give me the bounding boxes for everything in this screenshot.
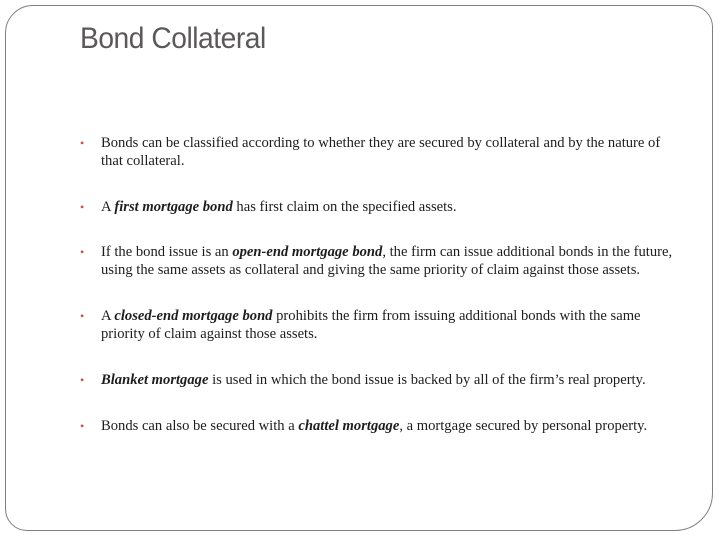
bullet-item — [80, 134, 680, 170]
bullet-item — [80, 243, 680, 279]
bullet-icon: • — [80, 373, 85, 387]
bullet-text: A — [101, 308, 115, 324]
bullet-icon: • — [80, 309, 85, 323]
bullet-icon: • — [80, 419, 85, 433]
bullet-text: If the bond issue is an — [101, 244, 233, 260]
bullet-text: is used in which the bond issue is backed by all of the firm’s real property. — [208, 372, 646, 388]
bullet-text: , the firm can issue additional bonds in the future, using the same assets as collateral and giving the same priority of claim against those assets. — [101, 244, 673, 278]
bullet-icon: • — [80, 200, 85, 214]
bullet-text: Bonds can be classified according to whether they are secured by collateral and by the nature of that collateral. — [101, 135, 661, 169]
slide-title: Bond Collateral — [80, 22, 266, 55]
bullet-item — [80, 417, 680, 435]
bullet-item — [80, 198, 680, 216]
bullet-icon: • — [80, 245, 85, 259]
bullet-text: Bonds can also be secured with a — [101, 418, 299, 434]
bullet-text: has first claim on the specified assets. — [232, 199, 457, 215]
bullet-text: prohibits the firm from issuing additional bonds with the same priority of claim against those assets. — [101, 308, 641, 342]
term-open-end-mortgage-bond: open-end mortgage bond — [232, 244, 383, 260]
term-first-mortgage-bond: first mortgage bond — [114, 199, 233, 215]
term-closed-end-mortgage-bond: closed-end mortgage bond — [114, 308, 273, 324]
bullet-item — [80, 371, 680, 389]
bullet-text: A — [101, 199, 115, 215]
bullet-text: , a mortgage secured by personal property. — [399, 418, 648, 434]
bullet-item — [80, 307, 680, 343]
bullet-icon: • — [80, 136, 85, 150]
term-chattel-mortgage: chattel mortgage — [298, 418, 400, 434]
bullet-list — [80, 134, 680, 463]
term-blanket-mortgage: Blanket mortgage — [101, 372, 209, 388]
